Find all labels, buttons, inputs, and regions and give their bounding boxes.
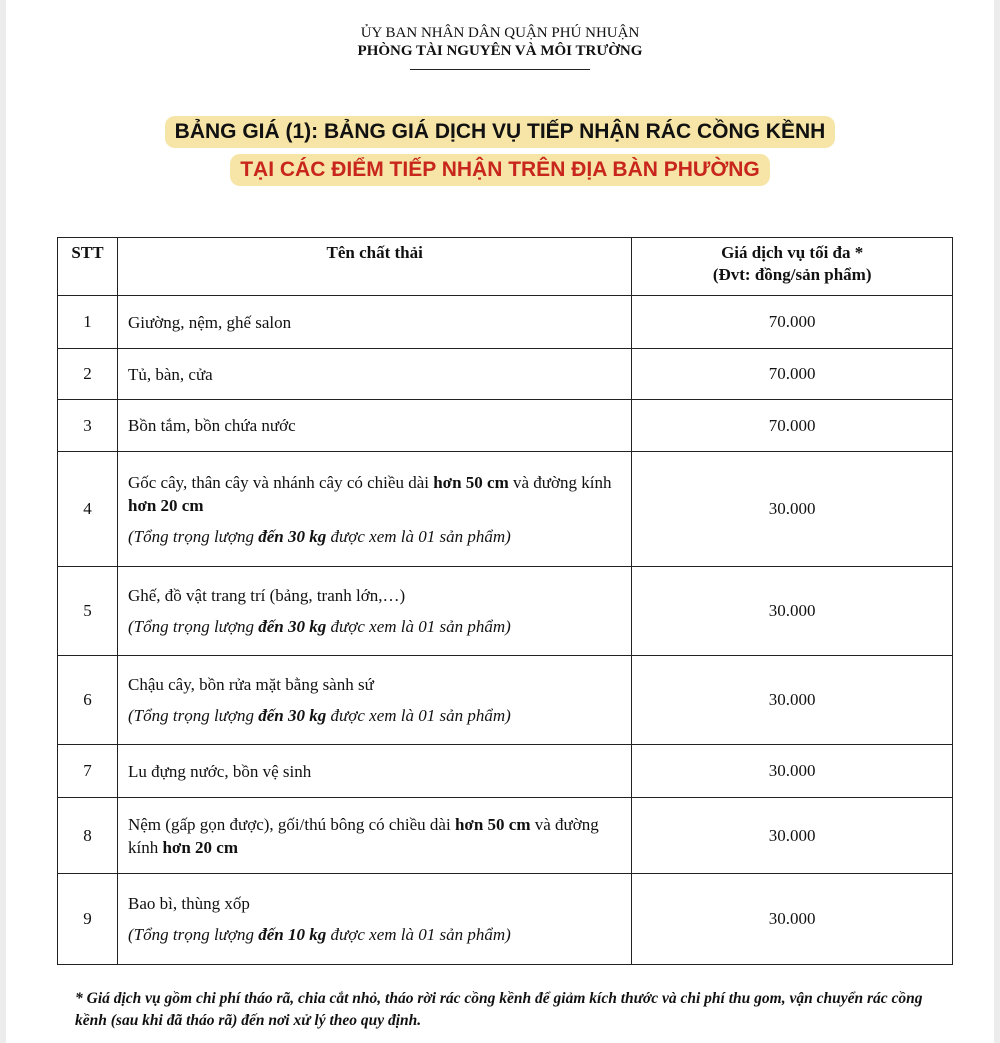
note-text: được xem là 01 sản phẩm)	[326, 617, 511, 636]
weight-note	[128, 525, 621, 548]
table-row	[58, 349, 953, 400]
row-name	[117, 452, 631, 567]
row-name: Tủ, bàn, cửa	[117, 349, 631, 400]
row-name	[117, 656, 631, 745]
row-name: Lu đựng nước, bồn vệ sinh	[117, 745, 631, 798]
row-price: 30.000	[632, 567, 953, 656]
header-divider	[410, 69, 590, 70]
table-row	[58, 452, 953, 567]
name-text: Gốc cây, thân cây và nhánh cây có chiều dài	[127, 472, 434, 492]
footnote: * Giá dịch vụ gồm chi phí tháo rã, chia cắt nhỏ, tháo rời rác cồng kềnh để giảm kích thước và chi phí thu gom, vận chuyển rác cồng kềnh (sau khi đã tháo rã) đến nơi xử lý theo quy định.	[75, 990, 923, 1029]
name-bold: hơn 20 cm	[162, 837, 238, 857]
note-text: (Tổng trọng lượng	[127, 706, 259, 725]
name-text: và đường kính	[127, 814, 599, 857]
name-bold: hơn 50 cm	[454, 814, 531, 834]
table-row	[58, 656, 953, 745]
table-row	[58, 798, 953, 874]
row-price: 70.000	[632, 400, 953, 452]
table-row	[58, 400, 953, 452]
organization-header	[0, 24, 1000, 60]
row-name	[117, 874, 631, 965]
weight-note	[128, 923, 621, 946]
header-price	[632, 238, 953, 296]
row-stt: 7	[58, 745, 118, 798]
name-text: Ghế, đồ vật trang trí (bảng, tranh lớn,…)	[127, 586, 406, 605]
name-text: Bao bì, thùng xốp	[127, 894, 250, 913]
row-stt: 3	[58, 400, 118, 452]
row-price: 70.000	[632, 296, 953, 349]
note-text: được xem là 01 sản phẩm)	[326, 706, 511, 725]
note-text: (Tổng trọng lượng	[127, 925, 259, 944]
name-text: Chậu cây, bồn rửa mặt bằng sành sứ	[127, 675, 374, 694]
row-stt: 1	[58, 296, 118, 349]
row-stt: 4	[58, 452, 118, 567]
title-line-1-wrap	[0, 116, 1000, 148]
note-text: (Tổng trọng lượng	[127, 617, 259, 636]
table-header-row	[58, 238, 953, 296]
row-name	[117, 567, 631, 656]
name-text: và đường kính	[508, 472, 612, 492]
row-stt: 9	[58, 874, 118, 965]
row-name	[117, 798, 631, 874]
note-bold: đến 30 kg	[258, 526, 327, 546]
row-stt: 8	[58, 798, 118, 874]
row-name: Bồn tắm, bồn chứa nước	[117, 400, 631, 452]
header-price-line-1: Giá dịch vụ tối đa *	[721, 243, 864, 262]
table-row	[58, 296, 953, 349]
title-line-1: BẢNG GIÁ (1): BẢNG GIÁ DỊCH VỤ TIẾP NHẬN RÁC CỒNG KỀNH	[165, 116, 836, 148]
table-row	[58, 874, 953, 965]
row-price: 30.000	[632, 452, 953, 567]
header-stt: STT	[58, 238, 118, 296]
note-text: (Tổng trọng lượng	[127, 526, 259, 546]
row-price: 30.000	[632, 798, 953, 874]
name-text: Nệm (gấp gọn được), gối/thú bông có chiều dài	[127, 814, 455, 834]
table-row	[58, 745, 953, 798]
weight-note	[128, 704, 621, 727]
row-price: 30.000	[632, 745, 953, 798]
header-name: Tên chất thải	[117, 238, 631, 296]
title-line-2: TẠI CÁC ĐIỂM TIẾP NHẬN TRÊN ĐỊA BÀN PHƯỜNG	[230, 154, 770, 186]
row-stt: 6	[58, 656, 118, 745]
name-bold: hơn 20 cm	[127, 495, 204, 515]
row-price: 30.000	[632, 874, 953, 965]
org-line-2: PHÒNG TÀI NGUYÊN VÀ MÔI TRƯỜNG	[357, 43, 643, 59]
row-name: Giường, nệm, ghế salon	[117, 296, 631, 349]
note-text: được xem là 01 sản phẩm)	[326, 925, 511, 944]
title-line-2-wrap	[0, 154, 1000, 186]
table-row	[58, 567, 953, 656]
row-price: 30.000	[632, 656, 953, 745]
note-bold: đến 10 kg	[258, 925, 327, 944]
row-price: 70.000	[632, 349, 953, 400]
row-stt: 5	[58, 567, 118, 656]
row-stt: 2	[58, 349, 118, 400]
note-bold: đến 30 kg	[258, 706, 327, 725]
header-price-line-2: (Đvt: đồng/sản phẩm)	[712, 265, 872, 284]
note-bold: đến 30 kg	[258, 617, 327, 636]
name-bold: hơn 50 cm	[433, 472, 509, 492]
price-table	[57, 237, 953, 965]
note-text: được xem là 01 sản phẩm)	[326, 526, 511, 546]
weight-note	[128, 615, 621, 638]
org-line-1: ỦY BAN NHÂN DÂN QUẬN PHÚ NHUẬN	[360, 25, 640, 41]
